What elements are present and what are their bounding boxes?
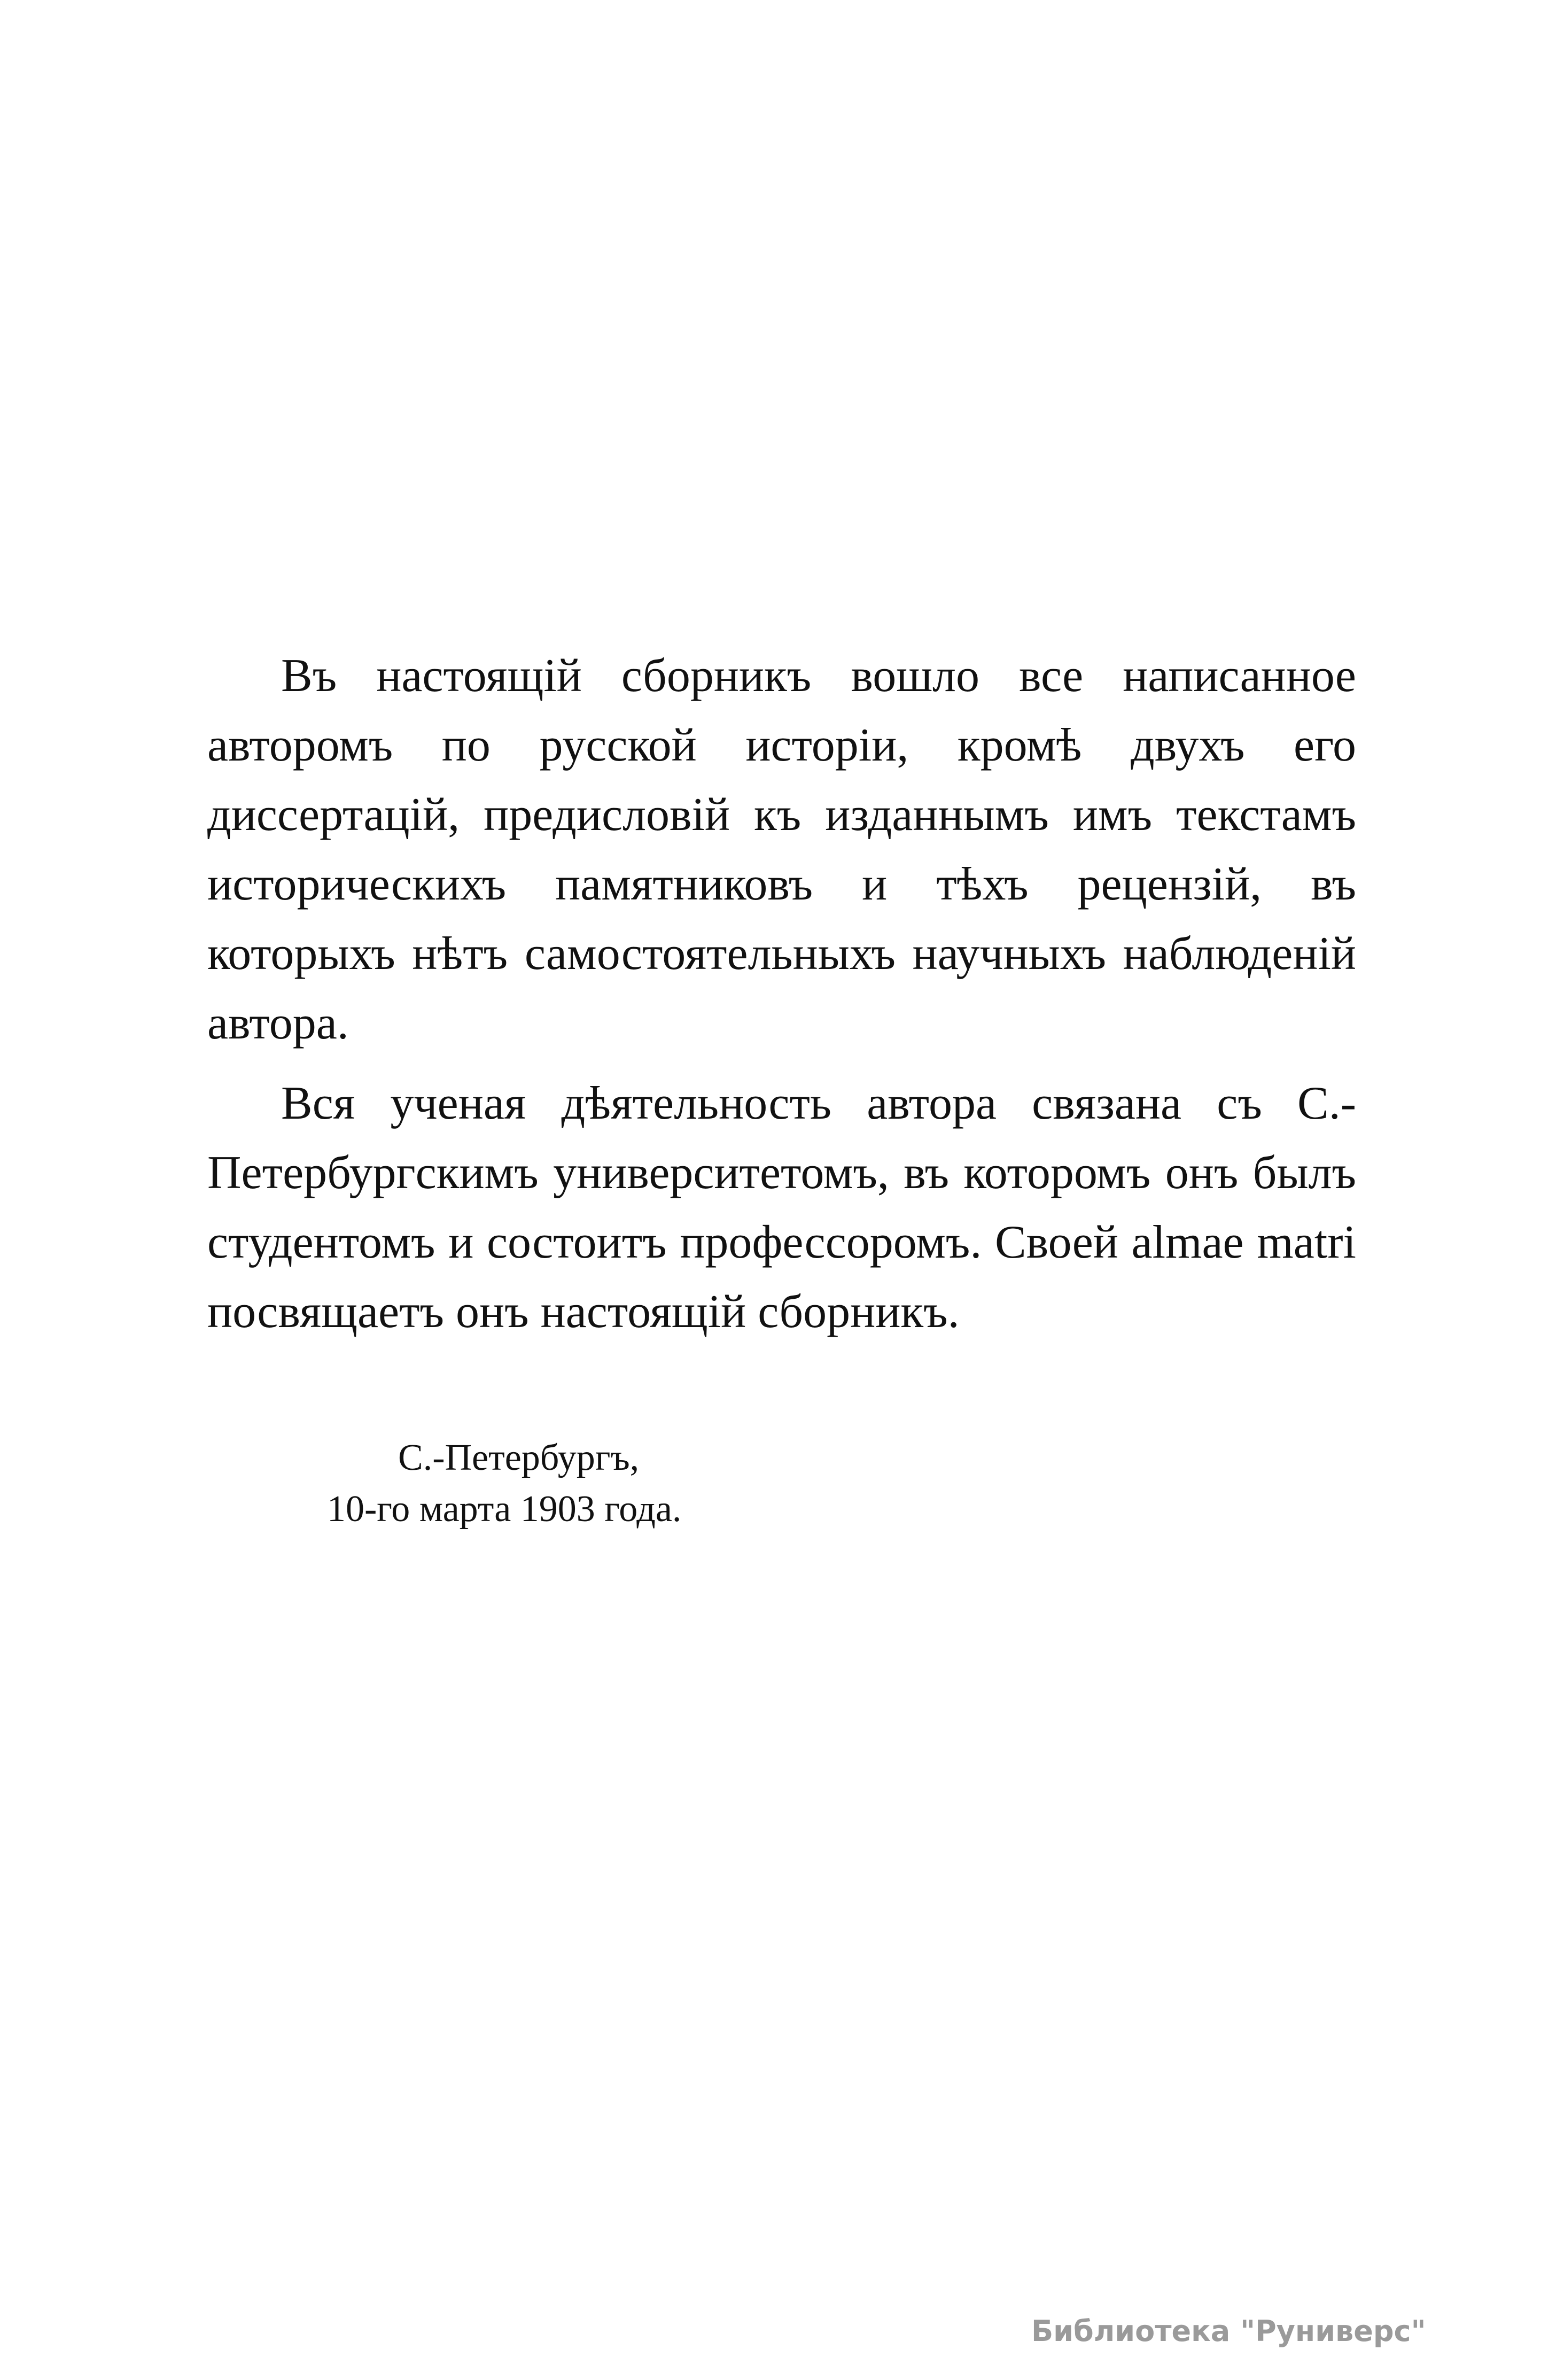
signature-place: С.-Петербургъ, bbox=[398, 1437, 640, 1478]
library-watermark: Библиотека "Руниверс" bbox=[1031, 2314, 1426, 2348]
signature-date: 10-го марта 1903 года. bbox=[327, 1489, 682, 1530]
paragraph-2: Вся ученая дѣятельность автора связана съ С.-Петербургскимъ университетомъ, въ которомъ онъ былъ студентомъ и состоитъ профессоромъ. Своей almae matri посвящаетъ онъ настоящій сборникъ. bbox=[207, 1077, 1356, 1338]
paragraph-1: Въ настоящій сборникъ вошло все написанное авторомъ по русской исторіи, кромѣ двухъ его диссертацій, предисловій къ изданнымъ имъ текстамъ историческихъ памятниковъ и тѣхъ рецензій, въ которыхъ нѣтъ самостоятельныхъ научныхъ наблюденій автора. bbox=[207, 650, 1356, 1049]
preface-text bbox=[207, 641, 1356, 1358]
